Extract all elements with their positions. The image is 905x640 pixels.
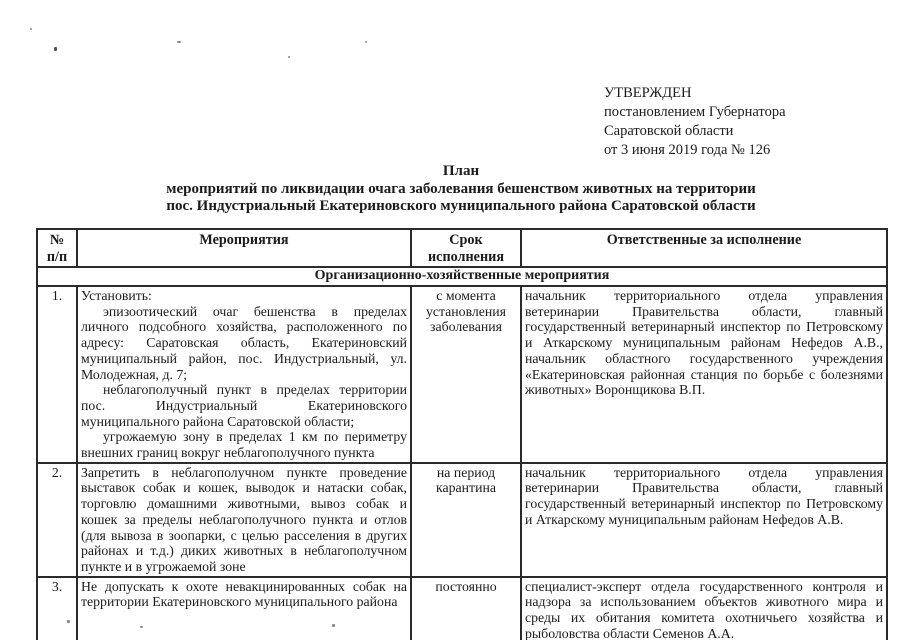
header-cell-measures: Мероприятия [77, 229, 411, 267]
document-title [36, 163, 886, 216]
scan-noise-speck [365, 41, 367, 43]
row-number: 3. [37, 577, 77, 640]
header-number-line1: № [49, 232, 65, 248]
approval-line-approved: УТВЕРЖДЕН [604, 85, 692, 101]
measure-cell [77, 577, 411, 640]
measure-paragraph: эпизоотический очаг бешенства в пределах личного подсобного хозяйства, расположенного по адресу: Саратовская область, Екатериновский муниципальный район, пос. Индустриальный, ул. Молодежная, д. 7; [81, 303, 407, 382]
responsible-cell: начальник территориального отдела управления ветеринарии Правительства области, главный государственный ветеринарный инспектор по Петровскому и Аткарскому муниципальным районам Нефедов А.В., начальник областного государственного учреждения «Екатериновская районная станция по борьбе с болезнями животных» Воронщикова В.П. [521, 286, 887, 463]
measure-paragraph: угрожаемую зону в пределах 1 км по периметру внешних границ вокруг неблагополучного пункта [81, 429, 407, 461]
measure-paragraph: Установить: [81, 288, 152, 303]
measure-paragraph: Запретить в неблагополучном пункте проведение выставок собак и кошек, выводок и натаски собак, торговлю домашними животными, вывоз собак и кошек за пределы неблагополучного пункта и отлов (для вывоза в зоопарки, с целью расселения в других районах и т.д.) диких животных в неблагополучном пункте и в угрожаемой зоне [81, 464, 407, 574]
responsible-cell: специалист-эксперт отдела государственного контроля и надзора за использованием объектов животного мира и среды их обитания комитета охотничьего хозяйства и рыболовства области Семенов А.А. [521, 577, 887, 640]
term-cell: постоянно [411, 577, 521, 640]
term-cell: с момента установления заболевания [411, 286, 521, 463]
row-number: 1. [37, 286, 77, 463]
scan-noise-speck [288, 56, 290, 58]
measure-paragraph: Не допускать к охоте невакцинированных собак на территории Екатериновского муниципального района [81, 578, 407, 610]
approval-line-decree: постановлением Губернатора [604, 104, 786, 120]
scan-noise-speck [177, 41, 181, 43]
term-cell: на период карантина [411, 463, 521, 577]
measure-cell [77, 286, 411, 463]
plan-table [36, 228, 888, 640]
table-row [37, 577, 887, 640]
title-line-3: пос. Индустриальный Екатериновского муниципального района Саратовской области [166, 198, 756, 214]
section-header-row [37, 267, 887, 286]
approval-block [604, 84, 786, 160]
title-line-1: План [442, 163, 480, 179]
responsible-cell: начальник территориального отдела управления ветеринарии Правительства области, главный государственный ветеринарный инспектор по Петровскому и Аткарскому муниципальным районам Нефедов А.В. [521, 463, 887, 577]
header-cell-term: Срок исполнения [411, 229, 521, 267]
title-line-2: мероприятий по ликвидации очага заболевания бешенством животных на территории [166, 180, 756, 197]
table-row [37, 463, 887, 577]
table-row [37, 286, 887, 463]
measure-paragraph: неблагополучный пункт в пределах территории пос. Индустриальный Екатериновского муниципального района Саратовской области; [81, 382, 407, 429]
scan-noise-speck [30, 28, 32, 30]
section-title: Организационно-хозяйственные мероприятия [37, 267, 887, 286]
table-header-row [37, 229, 887, 267]
row-number: 2. [37, 463, 77, 577]
scan-noise-speck [54, 47, 57, 51]
header-number-line2: п/п [46, 248, 68, 265]
approval-line-date-number: от 3 июня 2019 года № 126 [604, 142, 771, 158]
header-cell-number [37, 229, 77, 267]
header-cell-responsible: Ответственные за исполнение [521, 229, 887, 267]
measure-cell [77, 463, 411, 577]
approval-line-region: Саратовской области [604, 123, 734, 139]
